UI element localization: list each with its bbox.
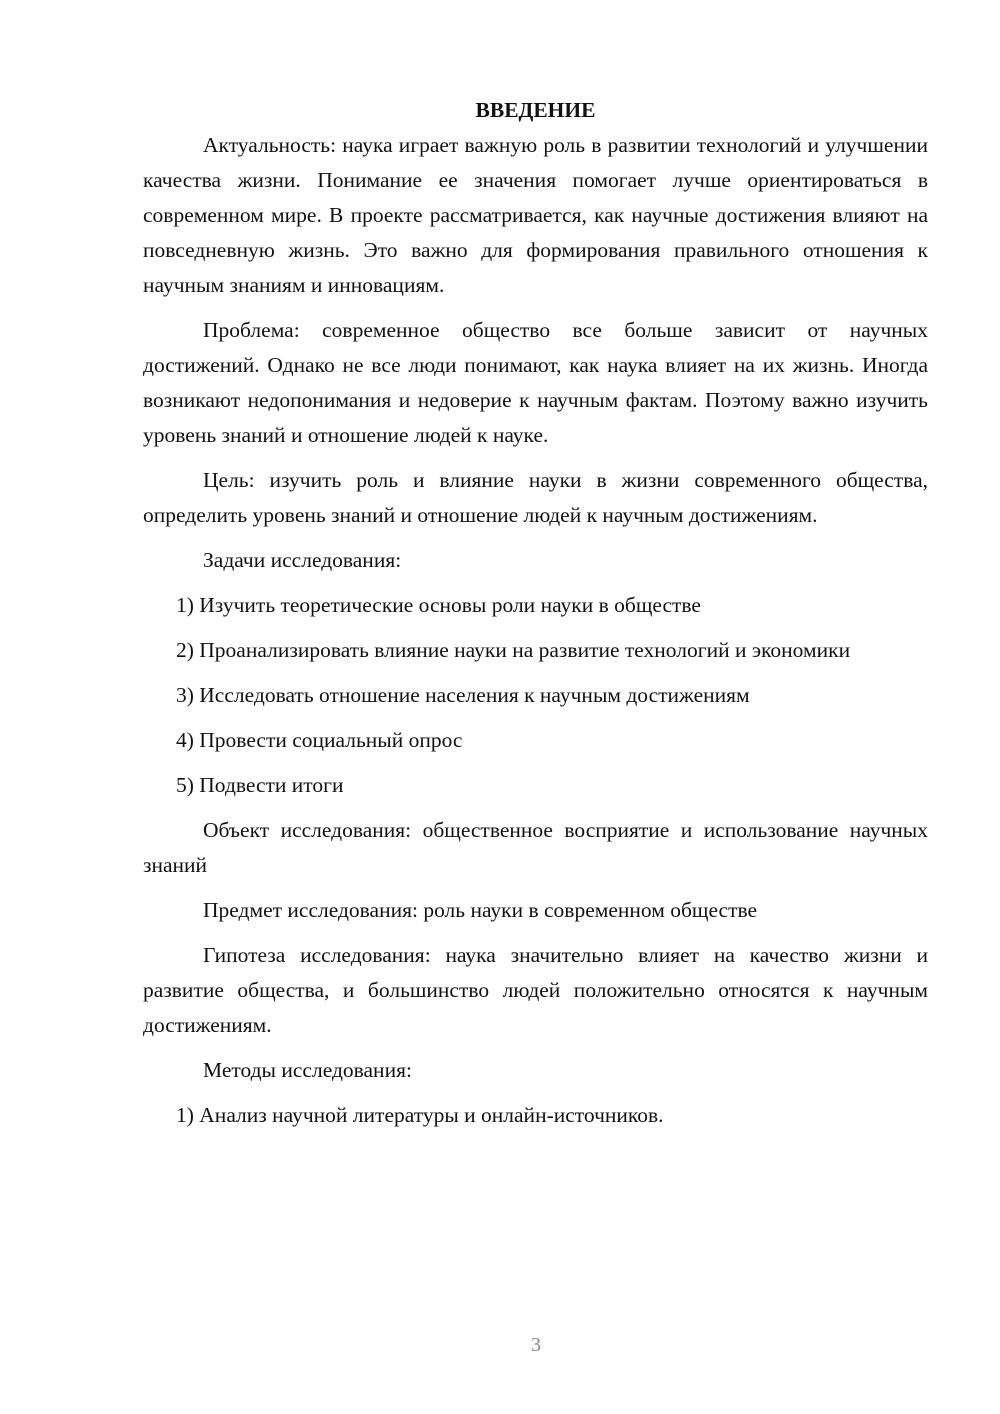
task-item: 1) Изучить теоретические основы роли науки в обществе bbox=[176, 593, 701, 617]
paragraph-methods-heading: Методы исследования: bbox=[203, 1058, 412, 1082]
task-item: 2) Проанализировать влияние науки на развитие технологий и экономики bbox=[176, 638, 851, 662]
paragraph-object: Объект исследования: общественное восприятие и использование научных знаний bbox=[143, 818, 928, 877]
paragraph-hypothesis: Гипотеза исследования: наука значительно влияет на качество жизни и развитие общества, и большинство людей положительно относятся к научным достижениям. bbox=[143, 943, 928, 1037]
section-title: ВВЕДЕНИЕ bbox=[475, 98, 596, 122]
page-content bbox=[143, 92, 928, 1143]
paragraph-tasks-heading: Задачи исследования: bbox=[203, 548, 402, 572]
method-item: 1) Анализ научной литературы и онлайн-источников. bbox=[176, 1103, 664, 1127]
page-number: 3 bbox=[531, 1334, 541, 1356]
paragraph-goal: Цель: изучить роль и влияние науки в жизни современного общества, определить уровень знаний и отношение людей к научным достижениям. bbox=[143, 468, 928, 527]
task-item: 4) Провести социальный опрос bbox=[176, 728, 463, 752]
task-item: 5) Подвести итоги bbox=[176, 773, 344, 797]
paragraph-relevance: Актуальность: наука играет важную роль в развитии технологий и улучшении качества жизни. Понимание ее значения помогает лучше ориентироваться в современном мире. В проекте рассматривается, как научные достижения влияют на повседневную жизнь. Это важно для формирования правильного отношения к научным знаниям и инновациям. bbox=[143, 133, 928, 297]
task-item: 3) Исследовать отношение населения к научным достижениям bbox=[176, 683, 750, 707]
paragraph-subject: Предмет исследования: роль науки в современном обществе bbox=[203, 898, 758, 922]
paragraph-problem: Проблема: современное общество все больше зависит от научных достижений. Однако не все люди понимают, как наука влияет на их жизнь. Иногда возникают недопонимания и недоверие к научным фактам. Поэтому важно изучить уровень знаний и отношение людей к науке. bbox=[143, 318, 928, 447]
